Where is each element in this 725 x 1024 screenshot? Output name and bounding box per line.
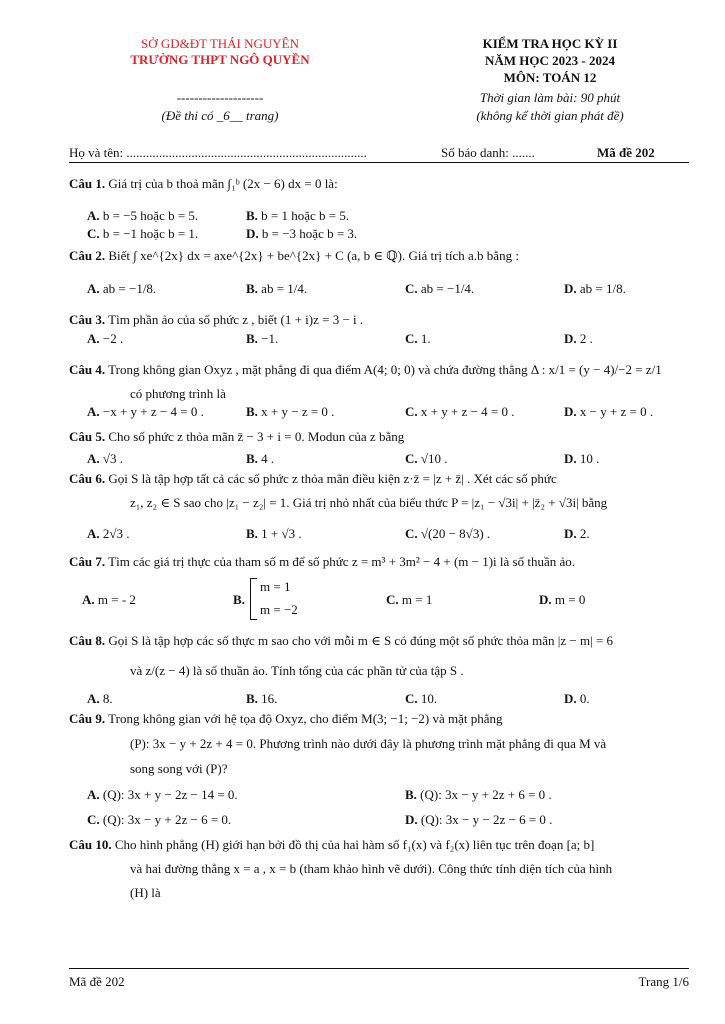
question-10: Câu 10. Cho hình phẳng (H) giới hạn bởi đồ thị của hai hàm số f₁(x) và f₂(x) liên tục trên đoạn [a; b]: [69, 837, 595, 852]
q1-option-a: A. b = −5 hoặc b = 5.: [87, 208, 199, 223]
header-dashes: --------------------: [176, 90, 264, 105]
q8-option-b: B. 16.: [246, 691, 278, 706]
q7-option-b: B.: [233, 592, 245, 607]
footer-exam-code: Mã đề 202: [69, 974, 125, 989]
candidate-number-field: Số báo danh: .......: [441, 145, 535, 160]
school-department: SỞ GD&ĐT THÁI NGUYÊN: [140, 36, 300, 51]
page-count-note: (Đề thi có _6__ trang): [161, 108, 279, 123]
q3-option-d: D. 2 .: [564, 331, 593, 346]
subject: MÔN: TOÁN 12: [503, 70, 597, 85]
q7-option-a: A. m = - 2: [82, 592, 136, 607]
question-7: Câu 7. Tìm các giá trị thực của tham số m để số phức z = m³ + 3m² − 4 + (m − 1)i là số thuần ảo.: [69, 554, 575, 569]
q4-option-d: D. x − y + z = 0 .: [564, 404, 654, 419]
school-name: TRƯỜNG THPT NGÔ QUYỀN: [130, 52, 310, 67]
exam-title: KIỂM TRA HỌC KỲ II: [482, 36, 618, 51]
q6-option-b: B. 1 + √3 .: [246, 526, 302, 541]
school-year: NĂM HỌC 2023 - 2024: [485, 53, 615, 68]
q5-option-b: B. 4 .: [246, 451, 275, 466]
question-5: Câu 5. Cho số phức z thỏa mãn z̄ − 3 + i = 0. Modun của z bằng: [69, 429, 405, 444]
q7-option-d: D. m = 0: [539, 592, 586, 607]
q8-option-d: D. 0.: [564, 691, 590, 706]
question-9-continued-2: song song với (P)?: [130, 761, 228, 776]
question-10-continued: và hai đường thẳng x = a , x = b (tham khảo hình vẽ dưới). Công thức tính diện tích của hình: [130, 861, 613, 876]
question-1: [69, 175, 338, 193]
question-6-continued: z₁, z₂ ∈ S sao cho |z₁ − z₂| = 1. Giá trị nhỏ nhất của biểu thức P = |z₁ − √3i| + |z̄₂ + √3i| bằng: [130, 495, 608, 510]
question-4-continued: có phương trình là: [130, 386, 226, 401]
q5-option-a: A. √3 .: [87, 451, 124, 466]
q5-option-d: D. 10 .: [564, 451, 600, 466]
q5-option-c: C. √10 .: [405, 451, 448, 466]
q8-option-c: C. 10.: [405, 691, 438, 706]
question-2: Câu 2. Biết ∫ xe^{2x} dx = axe^{2x} + be^{2x} + C (a, b ∈ ℚ). Giá trị tích a.b bằng :: [69, 248, 519, 263]
question-text: Giá trị của b thoả mãn ∫₁ᵇ (2x − 6) dx = 0 là:: [108, 176, 338, 191]
question-8-continued: và z/(z − 4) là số thuần ảo. Tính tổng của các phần tử của tập S .: [130, 663, 464, 678]
q6-option-a: A. 2√3 .: [87, 526, 130, 541]
q9-option-b: B. (Q): 3x − y + 2z + 6 = 0 .: [405, 787, 552, 802]
q3-option-b: B. −1.: [246, 331, 279, 346]
duration-note: (không kể thời gian phát đề): [476, 108, 624, 123]
q7-option-b-bracket: [250, 578, 257, 620]
student-name-field: Họ và tên: ..........................................................................: [69, 145, 367, 160]
question-9-continued: (P): 3x − y + 2z + 4 = 0. Phương trình nào dưới đây là phương trình mặt phẳng đi qua M và: [130, 736, 607, 751]
q9-option-c: C. (Q): 3x − y + 2z − 6 = 0.: [87, 812, 232, 827]
q4-option-a: A. −x + y + z − 4 = 0 .: [87, 404, 204, 419]
q1-option-d: D. b = −3 hoặc b = 3.: [246, 226, 358, 241]
q1-option-c: C. b = −1 hoặc b = 1.: [87, 226, 199, 241]
q4-option-b: B. x + y − z = 0 .: [246, 404, 335, 419]
exam-code: Mã đề 202: [597, 145, 655, 160]
footer-page-number: Trang 1/6: [638, 974, 689, 989]
question-label: Câu 1.: [69, 176, 106, 191]
q4-option-c: C. x + y + z − 4 = 0 .: [405, 404, 515, 419]
q6-option-c: C. √(20 − 8√3) .: [405, 526, 491, 541]
q7-option-b-value2: m = −2: [260, 602, 298, 617]
info-divider: [69, 162, 689, 163]
question-8: Câu 8. Gọi S là tập hợp các số thực m sao cho với mỗi m ∈ S có đúng một số phức thỏa mãn |z − m| = 6: [69, 633, 614, 648]
footer-divider: [69, 968, 689, 969]
question-10-continued-2: (H) là: [130, 885, 161, 900]
q3-option-c: C. 1.: [405, 331, 431, 346]
q2-option-c: C. ab = −1/4.: [405, 281, 475, 296]
q7-option-b-value1: m = 1: [260, 579, 291, 594]
q2-option-b: B. ab = 1/4.: [246, 281, 308, 296]
exam-duration: Thời gian làm bài: 90 phút: [479, 90, 621, 105]
q8-option-a: A. 8.: [87, 691, 113, 706]
question-4: Câu 4. Trong không gian Oxyz , mặt phẳng đi qua điểm A(4; 0; 0) và chứa đường thẳng Δ : x/1 = (y − 4)/−2 = z/1: [69, 362, 662, 377]
q9-option-d: D. (Q): 3x − y − 2z − 6 = 0 .: [405, 812, 553, 827]
q2-option-a: A. ab = −1/8.: [87, 281, 157, 296]
question-9: Câu 9. Trong không gian với hệ tọa độ Oxyz, cho điểm M(3; −1; −2) và mặt phẳng: [69, 711, 503, 726]
q9-option-a: A. (Q): 3x + y − 2z − 14 = 0.: [87, 787, 238, 802]
q1-option-b: B. b = 1 hoặc b = 5.: [246, 208, 350, 223]
question-6: Câu 6. Gọi S là tập hợp tất cả các số phức z thỏa mãn điều kiện z·z̄ = |z + z̄| . Xét các số phức: [69, 471, 557, 486]
q7-option-c: C. m = 1: [386, 592, 433, 607]
question-3: Câu 3. Tìm phần ảo của số phức z , biết (1 + i)z = 3 − i .: [69, 312, 364, 327]
q6-option-d: D. 2.: [564, 526, 590, 541]
q2-option-d: D. ab = 1/8.: [564, 281, 626, 296]
q3-option-a: A. −2 .: [87, 331, 124, 346]
